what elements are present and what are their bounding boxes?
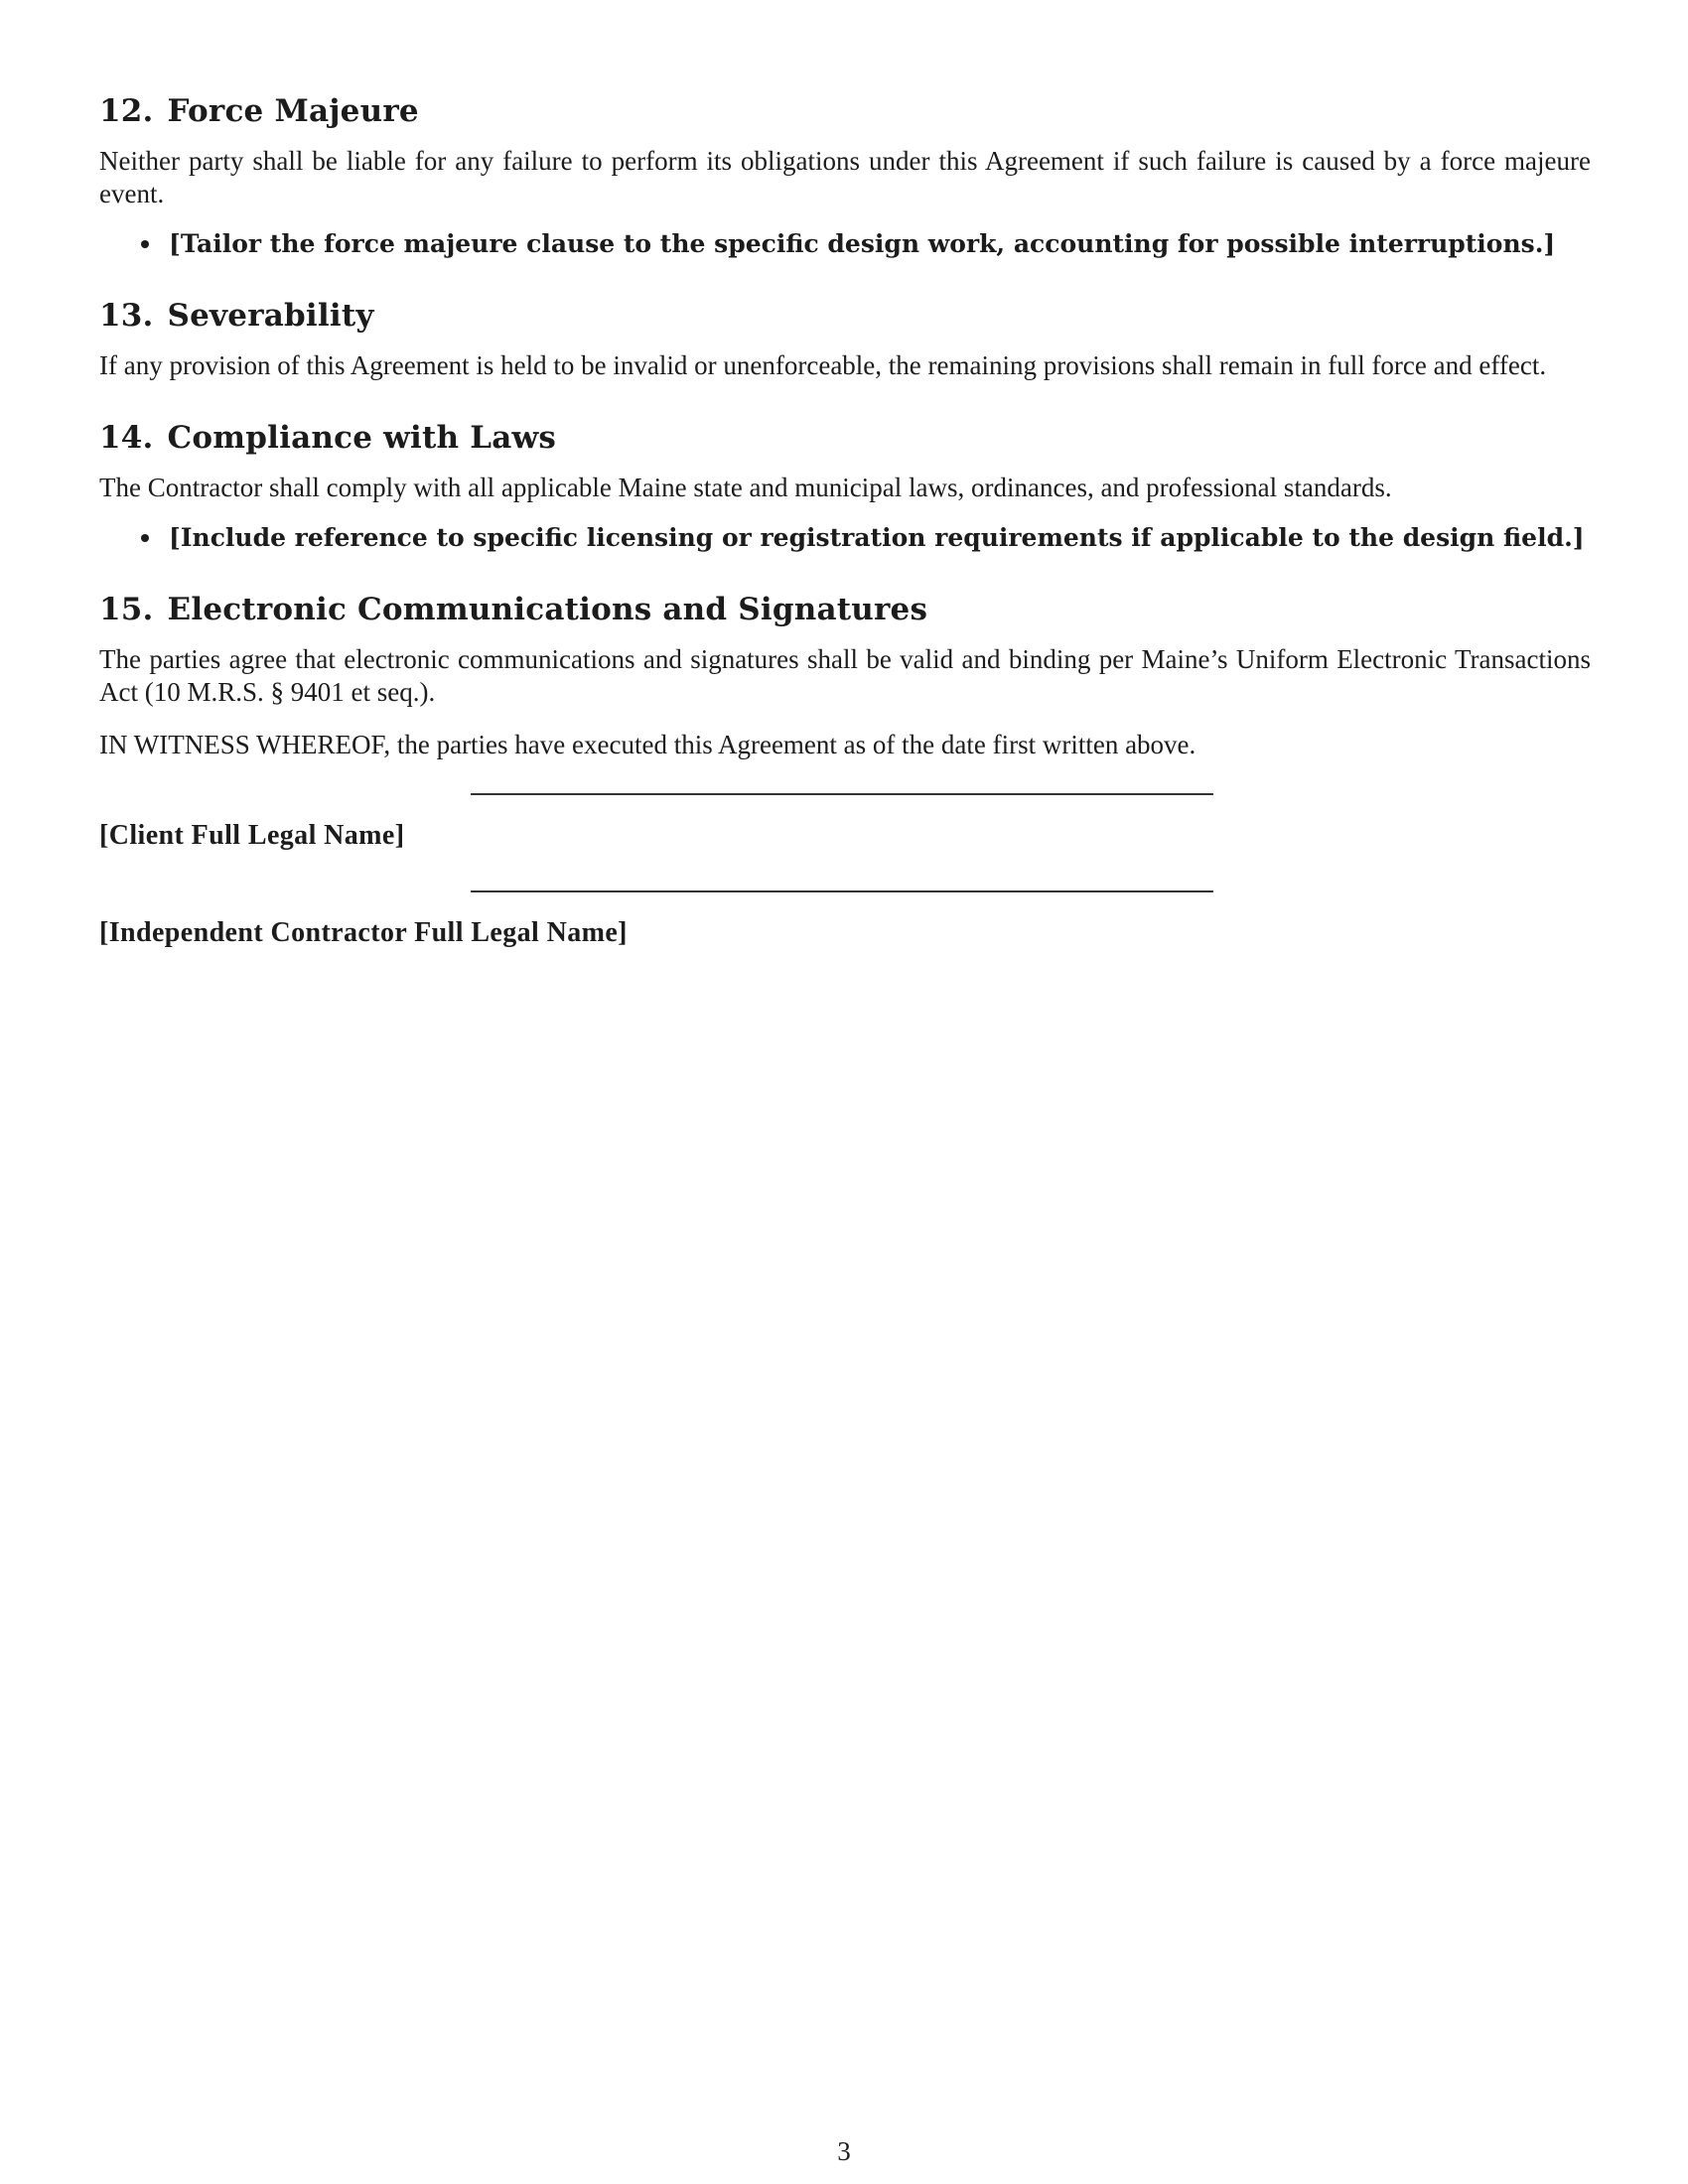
list-item: [99, 227, 1591, 260]
section-electronic-communications: [99, 590, 1591, 761]
section-heading: [99, 418, 1591, 458]
document-page: [99, 91, 1591, 976]
client-signature-line[interactable]: [471, 793, 1213, 795]
section-heading: [99, 296, 1591, 336]
section-body: If any provision of this Agreement is held to be invalid or unenforceable, the remaining provisions shall remain in full force and effect.: [99, 350, 1547, 380]
list-item: [99, 521, 1591, 554]
bullet-icon: [141, 240, 149, 248]
bullet-icon: [141, 534, 149, 542]
section-body: Neither party shall be liable for any failure to perform its obligations under this Agreement if such failure is caused by a force majeure event.: [99, 146, 1591, 208]
section-title: Electronic Communications and Signatures: [167, 592, 928, 627]
client-signature-block: [99, 781, 1591, 879]
section-body: The Contractor shall comply with all applicable Maine state and municipal laws, ordinances, and professional standards.: [99, 473, 1392, 502]
section-number: 12.: [99, 93, 154, 129]
client-name-label: [Client Full Legal Name]: [99, 820, 405, 851]
contractor-signature-line[interactable]: [471, 890, 1213, 892]
section-compliance-with-laws: [99, 418, 1591, 554]
section-number: 13.: [99, 298, 154, 334]
section-force-majeure: [99, 91, 1591, 260]
section-title: Severability: [167, 298, 374, 334]
section-heading: [99, 91, 1591, 131]
bullet-text: [Tailor the force majeure clause to the specific design work, accounting for possible interruptions.]: [169, 229, 1556, 258]
section-severability: [99, 296, 1591, 382]
bullet-list: [99, 227, 1591, 260]
witness-statement: IN WITNESS WHEREOF, the parties have executed this Agreement as of the date first written above.: [99, 730, 1196, 759]
section-title: Force Majeure: [167, 93, 419, 129]
section-number: 15.: [99, 592, 154, 627]
section-heading: [99, 590, 1591, 629]
section-number: 14.: [99, 420, 154, 456]
section-title: Compliance with Laws: [167, 420, 557, 456]
contractor-name-label: [Independent Contractor Full Legal Name]: [99, 917, 628, 948]
contractor-signature-block: [99, 879, 1591, 976]
section-body: The parties agree that electronic communications and signatures shall be valid and binding per Maine’s Uniform Electronic Transactions Act (10 M.R.S. § 9401 et seq.).: [99, 644, 1591, 707]
page-number: 3: [837, 2136, 851, 2166]
bullet-text: [Include reference to specific licensing or registration requirements if applicable to the design field.]: [169, 523, 1585, 552]
bullet-list: [99, 521, 1591, 554]
